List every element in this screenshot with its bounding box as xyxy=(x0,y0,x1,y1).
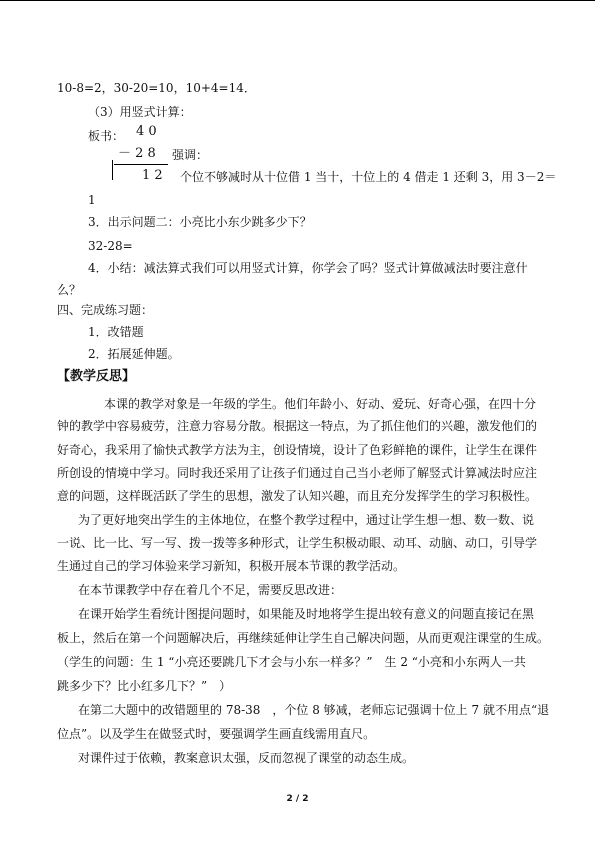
text-line: 对课件过于依赖，教案意识太强，反而忽视了课堂的动态生成。 xyxy=(78,751,415,765)
text-line: 在第二大题中的改错题里的 78-38 ，个位 8 够减，老师忘记强调十位上 7 就不用点“退 xyxy=(78,703,550,717)
text-line: 板上，然后在第一个问题解决后，再继续延伸让学生自己解决问题，从而更观注课堂的生成。 xyxy=(57,631,550,645)
text-line: 一说、比一比、写一写、拨一拨等多种形式，让学生积极动眼、动耳、动脑、动口，引导学 xyxy=(57,536,538,550)
page-number: 2 / 2 xyxy=(286,794,309,804)
text-line: 意的问题，这样既活跃了学生的思想，激发了认知兴趣，而且充分发挥学生的学习积极性。 xyxy=(57,489,538,503)
text-line: 在课开始学生看统计图提问题时，如果能及时地将学生提出较有意义的问题直接记在黑 xyxy=(78,607,535,621)
text-line: 位点”。以及学生在做竖式时，要强调学生画直线需用直尺。 xyxy=(57,727,376,741)
text-line: 板书： xyxy=(88,129,125,143)
text-line: 4．小结：减法算式我们可以用竖式计算，你学会了吗？竖式计算做减法时要注意什 xyxy=(88,261,528,275)
list-item: 1．改错题 xyxy=(88,325,144,339)
text-line: 强调： xyxy=(172,148,209,162)
text-line: 钟的教学中容易疲劳，注意力容易分散。根据这一特点，为了抓住他们的兴趣，激发他们的 xyxy=(57,419,538,433)
text-line: 好奇心，我采用了愉快式教学方法为主，创设情境，设计了色彩鲜艳的课件，让学生在课件 xyxy=(57,443,538,457)
page-top-rule xyxy=(0,0,595,1)
vertical-calc-bar xyxy=(112,160,113,180)
text-line: 1 xyxy=(88,193,96,207)
vertical-calc-top-number: 4 0 xyxy=(136,124,157,139)
reflection-heading: 【教学反思】 xyxy=(57,369,136,384)
list-item: 2．拓展延伸题。 xyxy=(88,347,180,361)
text-line: 在本节课教学中存在着几个不足，需要反思改进： xyxy=(78,583,343,597)
text-line: 所创设的情境中学习。同时我还采用了让孩子们通过自己当小老师了解竖式计算减法时应注 xyxy=(57,466,538,480)
vertical-calc-rule xyxy=(114,164,168,165)
text-line: （3）用竖式计算： xyxy=(88,105,192,119)
text-line: 32-28= xyxy=(88,239,133,253)
text-line: 生通过自己的学习体验来学习新知，积极开展本节课的教学活动。 xyxy=(57,559,406,573)
text-line: （学生的问题：生 1 “小亮还要跳几下才会与小东一样多？” 生 2 “小亮和小东两人一共 xyxy=(57,655,526,669)
section-heading: 四、完成练习题： xyxy=(57,303,154,317)
vertical-calc-result: 1 2 xyxy=(142,168,163,183)
text-line: 为了更好地突出学生的主体地位，在整个教学过程中，通过让学生想一想、数一数、说 xyxy=(78,513,535,527)
text-line: 个位不够减时从十位借 1 当十，十位上的 4 借走 1 还剩 3，用 3－2＝ xyxy=(180,170,557,184)
text-line: 3．出示问题二：小亮比小东少跳多少下？ xyxy=(88,215,312,229)
text-line: 10-8=2，30-20=10，10+4=14． xyxy=(57,81,256,95)
text-line: 跳多少下？比小红多几下？” ） xyxy=(57,679,232,693)
text-line: 么？ xyxy=(57,283,82,297)
vertical-calc-subtrahend: － 2 8 xyxy=(118,146,156,161)
text-line: 本课的教学对象是一年级的学生。他们年龄小、好动、爱玩、好奇心强，在四十分 xyxy=(104,397,537,411)
